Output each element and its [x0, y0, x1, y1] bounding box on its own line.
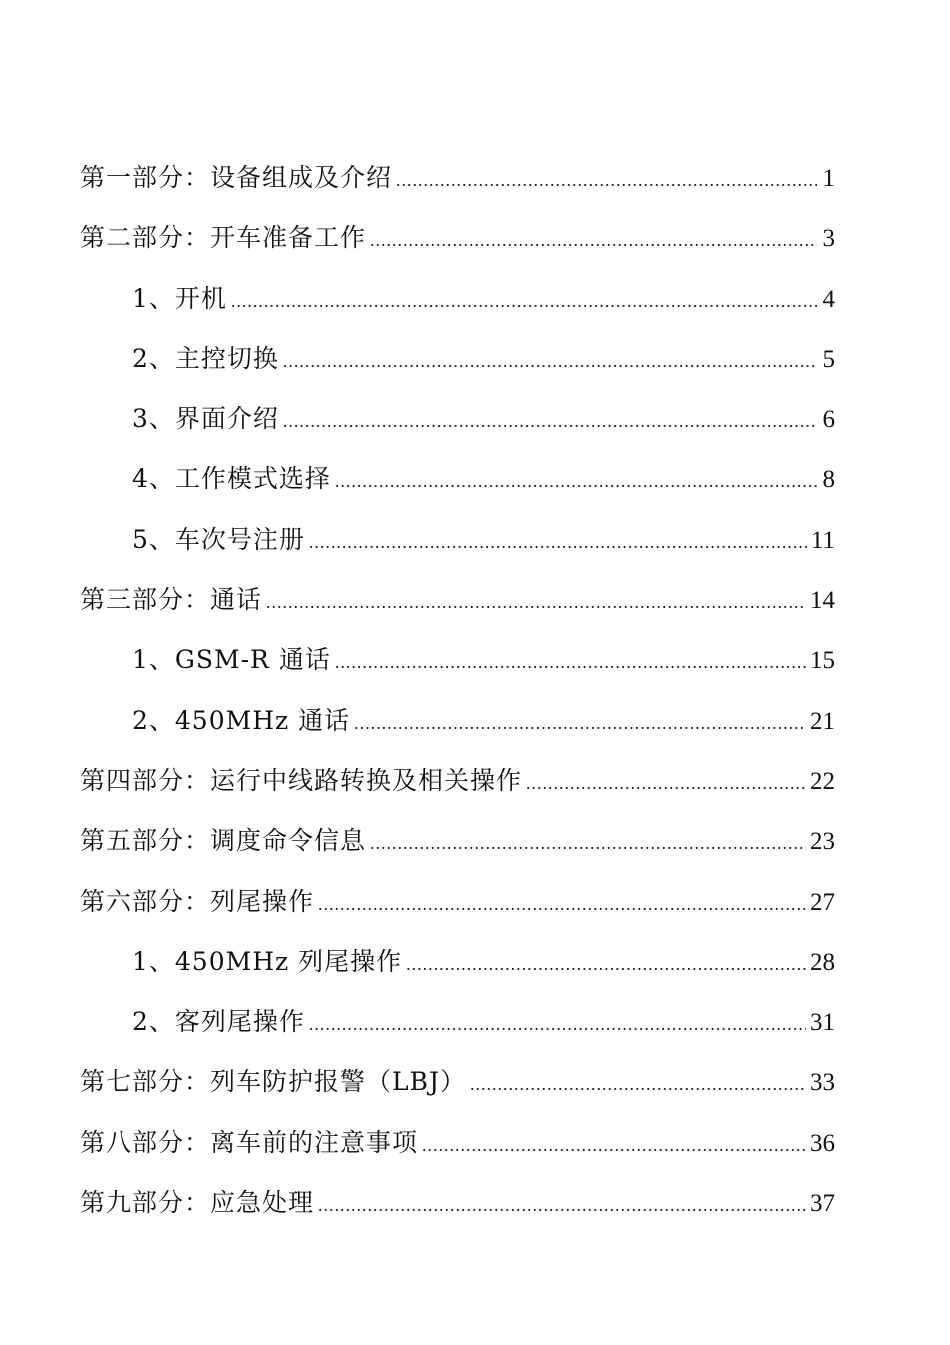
toc-entry-page: 21 — [810, 707, 835, 735]
toc-entry-title: 第一部分：设备组成及介绍 — [80, 163, 393, 192]
toc-subentry[interactable] — [80, 389, 835, 449]
toc-entry-page: 15 — [810, 647, 835, 675]
toc-entry[interactable] — [80, 751, 835, 811]
toc-leader-dots — [335, 451, 817, 511]
toc-subentry[interactable] — [80, 329, 835, 389]
toc-entry-page: 8 — [822, 466, 835, 494]
toc-entry-title: 2、450MHz 通话 — [132, 705, 351, 735]
toc-entry-page: 23 — [810, 828, 835, 856]
toc-leader-dots — [231, 271, 817, 331]
toc-subentry[interactable] — [80, 992, 835, 1052]
toc-entry-page: 1 — [822, 165, 835, 192]
toc-entry-title: 第二部分：开车准备工作 — [80, 223, 367, 253]
toc-entry[interactable] — [80, 1113, 835, 1173]
toc-leader-dots — [526, 753, 806, 813]
toc-entry-title: 1、GSM-R 通话 — [132, 645, 331, 675]
toc-entry-page: 14 — [810, 587, 835, 615]
toc-entry[interactable] — [80, 208, 835, 268]
toc-entry-title: 3、界面介绍 — [132, 404, 279, 434]
toc-leader-dots — [470, 1054, 806, 1114]
toc-leader-dots — [370, 210, 817, 270]
toc-entry-title: 第八部分：离车前的注意事项 — [80, 1127, 419, 1157]
toc-entry-title: 5、车次号注册 — [132, 524, 305, 554]
toc-leader-dots — [318, 874, 806, 934]
toc-subentry[interactable] — [80, 630, 835, 690]
toc-entry-title: 2、客列尾操作 — [132, 1007, 305, 1037]
toc-entry-title: 4、工作模式选择 — [132, 464, 331, 494]
toc-subentry[interactable] — [80, 269, 835, 329]
table-of-contents — [80, 148, 835, 1233]
toc-leader-dots — [370, 813, 806, 873]
toc-entry-page: 36 — [810, 1129, 835, 1157]
toc-entry-title: 第九部分：应急处理 — [80, 1188, 315, 1218]
toc-leader-dots — [309, 512, 807, 572]
toc-subentry[interactable] — [80, 932, 835, 992]
toc-entry-page: 11 — [810, 526, 835, 554]
toc-subentry[interactable] — [80, 691, 835, 751]
toc-entry-page: 22 — [810, 767, 835, 795]
toc-entry-page: 27 — [810, 888, 835, 916]
toc-entry-page: 4 — [822, 285, 835, 313]
toc-entry-title: 第三部分：通话 — [80, 585, 263, 615]
toc-entry-title: 第四部分：运行中线路转换及相关操作 — [80, 765, 523, 795]
toc-entry-title: 第六部分：列尾操作 — [80, 886, 315, 916]
toc-entry[interactable] — [80, 1173, 835, 1233]
toc-leader-dots — [335, 632, 806, 692]
toc-entry[interactable] — [80, 811, 835, 871]
toc-leader-dots — [266, 572, 806, 632]
toc-entry[interactable] — [80, 570, 835, 630]
toc-entry-page: 28 — [810, 948, 835, 976]
toc-leader-dots — [318, 1175, 806, 1235]
toc-entry[interactable] — [80, 872, 835, 932]
toc-entry-title: 1、开机 — [132, 283, 227, 313]
toc-entry-page: 33 — [810, 1069, 835, 1097]
toc-entry-page: 3 — [822, 225, 835, 253]
toc-leader-dots — [283, 331, 817, 391]
toc-entry-page: 5 — [822, 345, 835, 373]
toc-subentry[interactable] — [80, 510, 835, 570]
toc-leader-dots — [422, 1115, 806, 1175]
toc-leader-dots — [396, 150, 817, 210]
toc-entry-title: 1、450MHz 列尾操作 — [132, 946, 403, 976]
toc-entry-title: 第七部分：列车防护报警（LBJ） — [80, 1067, 466, 1097]
toc-leader-dots — [309, 994, 806, 1054]
toc-entry-page: 31 — [810, 1009, 835, 1037]
toc-entry[interactable] — [80, 148, 835, 208]
toc-subentry[interactable] — [80, 449, 835, 509]
toc-entry-page: 37 — [810, 1190, 835, 1218]
toc-leader-dots — [354, 693, 806, 753]
toc-entry-title: 第五部分：调度命令信息 — [80, 826, 367, 856]
toc-entry-page: 6 — [822, 406, 835, 434]
toc-leader-dots — [283, 391, 817, 451]
toc-entry-title: 2、主控切换 — [132, 343, 279, 373]
toc-entry[interactable] — [80, 1052, 835, 1112]
toc-leader-dots — [406, 934, 806, 994]
